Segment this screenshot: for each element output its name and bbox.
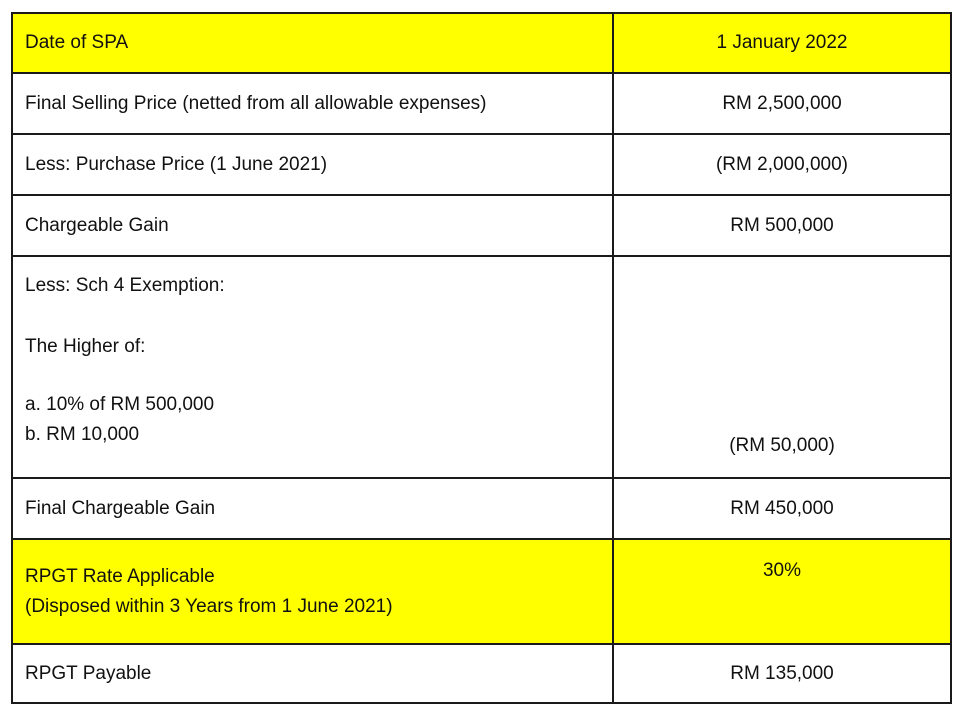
final-selling-price-value: RM 2,500,000 bbox=[613, 73, 951, 134]
rpgt-rate-cell bbox=[12, 539, 613, 644]
purchase-price-label: Less: Purchase Price (1 June 2021) bbox=[12, 134, 613, 195]
final-selling-price-label: Final Selling Price (netted from all allowable expenses) bbox=[12, 73, 613, 134]
chargeable-gain-value: RM 500,000 bbox=[613, 195, 951, 256]
sch4-exemption-cell bbox=[12, 256, 613, 478]
table-row-final-chargeable-gain bbox=[12, 478, 951, 539]
chargeable-gain-label: Chargeable Gain bbox=[12, 195, 613, 256]
final-chargeable-gain-value: RM 450,000 bbox=[613, 478, 951, 539]
table-row-purchase-price bbox=[12, 134, 951, 195]
table-row-rpgt-payable bbox=[12, 644, 951, 703]
exemption-option-a: a. 10% of RM 500,000 bbox=[25, 394, 215, 415]
table-row-sch4-exemption bbox=[12, 256, 951, 478]
date-of-spa-value: 1 January 2022 bbox=[613, 13, 951, 73]
sch4-exemption-heading: Less: Sch 4 Exemption: bbox=[25, 275, 225, 296]
table-row-rpgt-rate bbox=[12, 539, 951, 644]
rpgt-calculation-table bbox=[11, 12, 952, 704]
purchase-price-value: (RM 2,000,000) bbox=[613, 134, 951, 195]
final-chargeable-gain-label: Final Chargeable Gain bbox=[12, 478, 613, 539]
exemption-option-b: b. RM 10,000 bbox=[25, 424, 140, 445]
date-of-spa-label: Date of SPA bbox=[12, 13, 613, 73]
table-row-chargeable-gain bbox=[12, 195, 951, 256]
table-row-final-selling-price bbox=[12, 73, 951, 134]
rpgt-rate-note: (Disposed within 3 Years from 1 June 2021) bbox=[25, 595, 393, 617]
rpgt-rate-label: RPGT Rate Applicable bbox=[25, 565, 215, 587]
higher-of-subheading: The Higher of: bbox=[25, 336, 146, 357]
rpgt-payable-value: RM 135,000 bbox=[613, 644, 951, 703]
rpgt-rate-value: 30% bbox=[613, 539, 951, 644]
rpgt-payable-label: RPGT Payable bbox=[12, 644, 613, 703]
sch4-exemption-value: (RM 50,000) bbox=[613, 256, 951, 478]
table-row-date-of-spa bbox=[12, 13, 951, 73]
